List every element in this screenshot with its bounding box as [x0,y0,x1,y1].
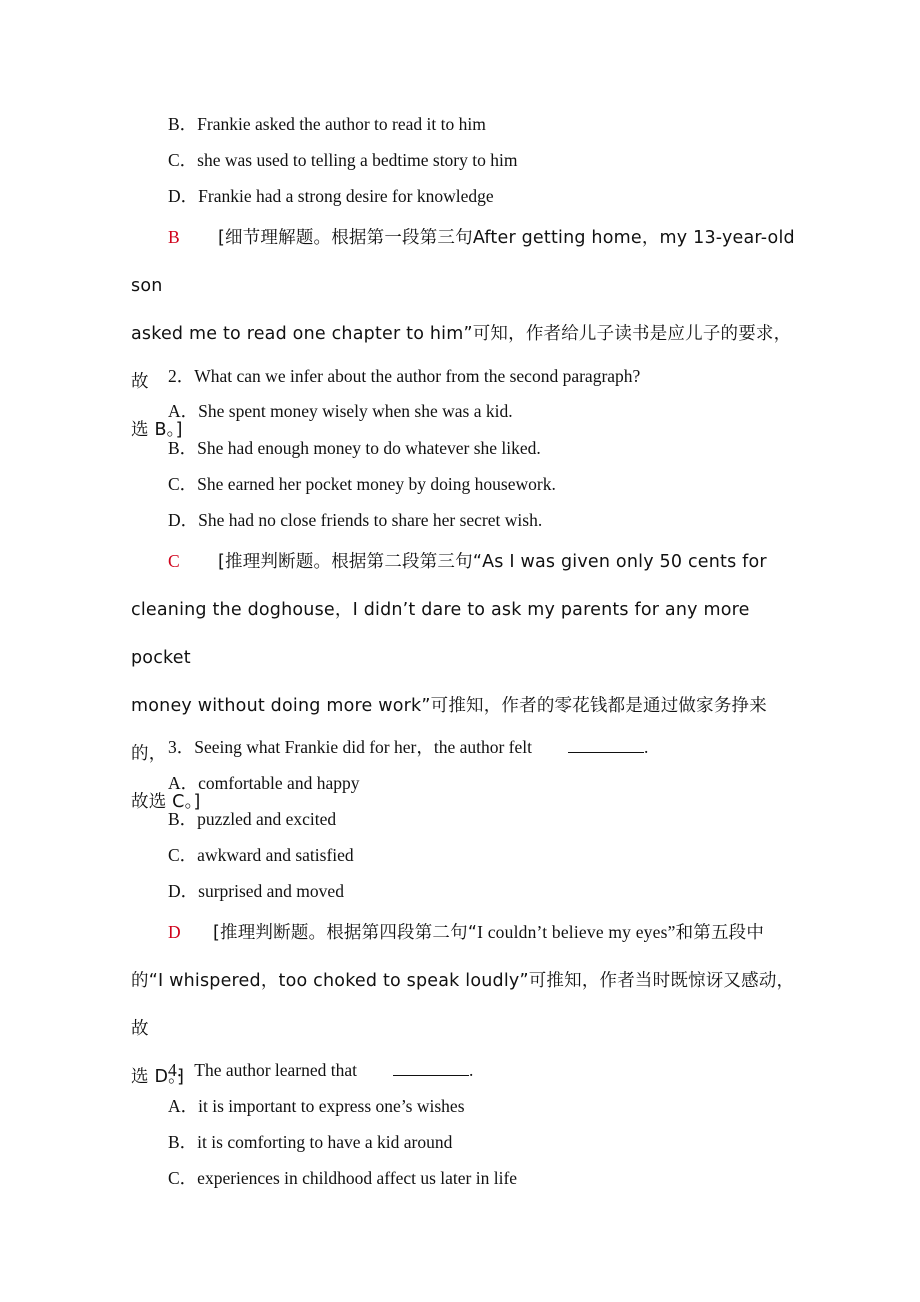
q3-question-end: . [644,737,649,757]
q3-answer-line-1 [131,908,801,957]
q3-explanation-1a: [推理判断题。根据第四段第二句“ [213,923,478,943]
q4-question-end: . [469,1060,474,1080]
q2-answer-letter: C [168,551,180,571]
q4-option-c: C．experiences in childhood affect us later in life [168,1168,518,1188]
q3-question-text: 3．Seeing what Frankie did for her，the author felt [168,737,532,757]
q2-explanation-4: 故选 C。] [131,792,201,812]
q2-explanation-3: money without doing more work”可推知，作者的零花钱都是通过做家务挣来的， [131,696,767,764]
q3-explanation-3: 选 D。] [131,1067,185,1087]
q2-option-b: B．She had enough money to do whatever she liked. [168,438,541,458]
q1-explanation-3: 选 B。] [131,420,183,440]
q4-question-text: 4．The author learned that [168,1060,358,1080]
q2-explanation-2: cleaning the doghouse，I didn’t dare to ask my parents for any more pocket [131,600,750,668]
q3-answer-letter: D [168,922,181,942]
q4-question [168,1059,473,1081]
q1-option-b: B．Frankie asked the author to read it to him [168,114,486,134]
q2-question: 2．What can we infer about the author from the second paragraph? [168,366,641,386]
q3-explanation-1b: I couldn’t believe my eyes” [477,922,676,942]
q1-option-c: C．she was used to telling a bedtime story to him [168,150,518,170]
q1-explanation-1: [细节理解题。根据第一段第三句After getting home，my 13-year-old son [131,228,795,296]
q3-explanation-1c: 和第五段中 [675,923,765,943]
q2-option-c: C．She earned her pocket money by doing housework. [168,474,556,494]
q3-option-d: D．surprised and moved [168,881,344,901]
q3-explanation-2: 的“I whispered，too choked to speak loudly”可推知，作者当时既惊讶又感动，故 [131,971,795,1039]
q2-option-a: A．She spent money wisely when she was a kid. [168,401,513,421]
q3-option-c: C．awkward and satisfied [168,845,354,865]
q1-option-d: D．Frankie had a strong desire for knowledge [168,186,494,206]
q3-question [168,736,648,758]
q2-option-d: D．She had no close friends to share her secret wish. [168,510,543,530]
q1-answer-letter: B [168,227,180,247]
q4-option-a: A．it is important to express one’s wishes [168,1096,465,1116]
q2-answer-line-1 [131,537,801,586]
q1-answer-line-1 [131,213,801,310]
q3-answer-blank [568,736,644,753]
q3-option-a: A．comfortable and happy [168,773,360,793]
q2-explanation-1: [推理判断题。根据第二段第三句“As I was given only 50 cents for [218,552,767,572]
q4-answer-blank [393,1059,469,1076]
q3-option-b: B．puzzled and excited [168,809,337,829]
q1-explanation-2: asked me to read one chapter to him”可知，作者给儿子读书是应儿子的要求，故 [131,324,792,392]
q4-option-b: B．it is comforting to have a kid around [168,1132,453,1152]
